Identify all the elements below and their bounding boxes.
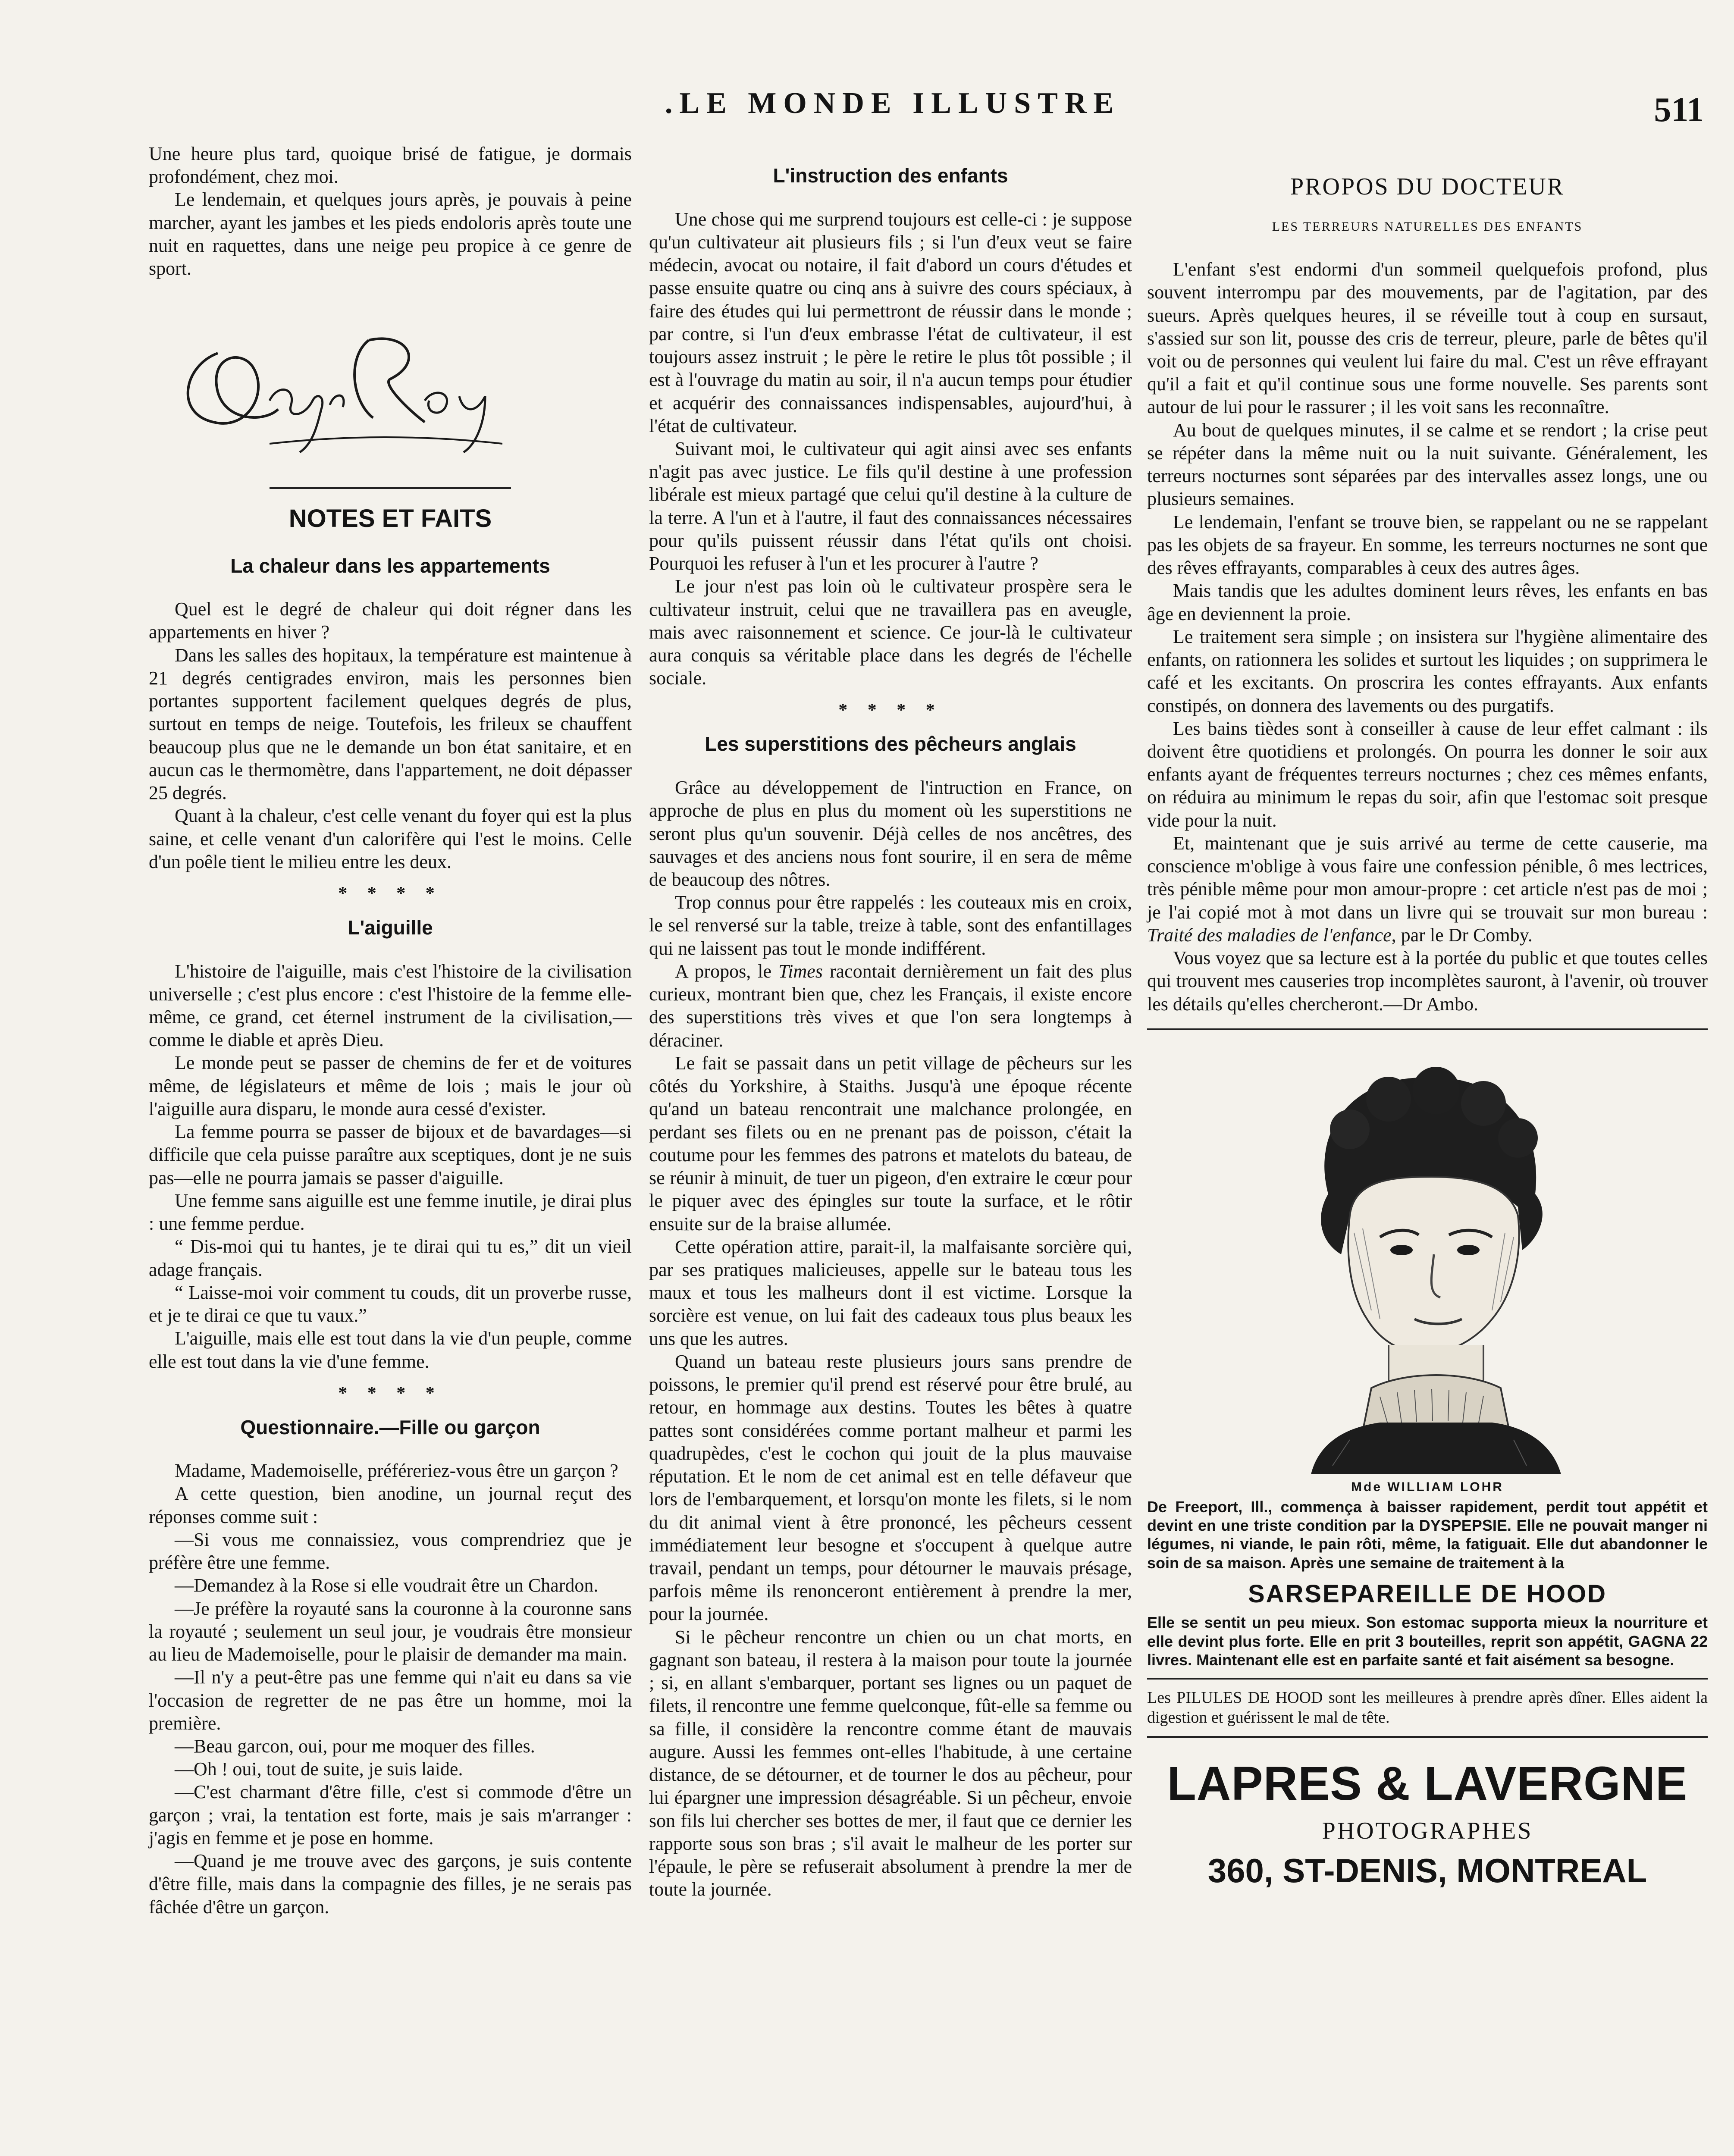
ad-top-rule	[1147, 1028, 1708, 1030]
column-left	[149, 142, 632, 1918]
paragraph: Si le pêcheur rencontre un chien ou un chat morts, en gagnant son bateau, il restera à la maison pour toute la journée ; si, en allant s'embarquer, portant ses lignes ou un paquet de filets, il rencontre une femme quelconque, fût-elle sa femme ou sa fille, il considère la rencontre comme étant de mauvais augure. Aussi les femmes ont-elles l'habitude, à une certaine distance, de se détourner, et de tourner le dos au pêcheur, pour lui épargner une impression désagréable. Si un pêcheur, envoie son fils lui chercher ses bottes de mer, il faut que ce dernier les rapporte sous son bras ; s'il avait le malheur de les porter sur l'épaule, le père se refuserait absolument à prendre la mer de toute la journée.	[649, 1626, 1132, 1900]
paragraph: —Je préfère la royauté sans la couronne à la couronne sans la royauté ; seulement un seul jour, je voudrais être monsieur au lieu de Mademoiselle, pour le plaisir de demander ma main.	[149, 1598, 632, 1665]
paragraph	[649, 960, 1132, 1052]
paragraph: Suivant moi, le cultivateur qui agit ainsi avec ses enfants n'agit pas avec justice. Le fils qu'il destine à une profession libérale est mieux partagé que celui qu'il destine à la culture de la terre. A l'un et à l'autre, il faut des connaissances nécessaires pour qu'ils puissent réussir dans l'état qu'ils ont choisi. Pourquoi les refuser à l'un et les procurer à l'autre ?	[649, 438, 1132, 574]
paragraph: Dans les salles des hopitaux, la température est maintenue à 21 degrés centigrades environ, mais les personnes bien portantes supportent facilement quelques degrés de plus, surtout en temps de neige. Toutefois, les frileux se chauffent beaucoup plus que ne le demande un bon état sanitaire, et en aucun cas le thermomètre, dans l'appartement, ne doit dépasser 25 degrés.	[149, 644, 632, 804]
section-stars: * * * *	[838, 700, 943, 720]
paragraph: —Demandez à la Rose si elle voudrait être un Chardon.	[175, 1575, 599, 1596]
paragraph: Vous voyez que sa lecture est à la portée du public et que toutes celles qui trouvent mes causeries trop incomplètes sauront, à l'avenir, où trouver les détails qu'elles chercheront.—Dr Ambo.	[1147, 947, 1708, 1015]
paragraph: Quant à la chaleur, c'est celle venant du foyer qui est la plus saine, et celle venant d'un calorifère qui l'est le moins. Celle d'un poêle tient le milieu entre les deux.	[149, 805, 632, 872]
section-stars: * * * *	[338, 1383, 442, 1403]
superstitions-heading: Les superstitions des pêcheurs anglais	[705, 733, 1076, 755]
ad-divider	[1147, 1678, 1708, 1680]
page-header	[0, 0, 1734, 155]
ad-text-paragraph: Elle se sentit un peu mieux. Son estomac supporta mieux la nourriture et elle devint plus forte. Elle en prit 3 bouteilles, reprit son appétit, GAGNA 22 livres. Maintenant elle est en parfaite santé et fait aisément sa besogne.	[1147, 1614, 1708, 1669]
paragraph: —Quand je me trouve avec des garçons, je suis contente d'être fille, mais dans la compagnie des filles, je ne serais pas fâchée d'être un garçon.	[149, 1850, 632, 1918]
book-title-italic: Traité des maladies de l'enfance	[1147, 924, 1392, 946]
paragraph: Trop connus pour être rappelés : les couteaux mis en croix, le sel renversé sur la table, treize à table, sont des enfantillages qui ne laissent pas tout le monde indifférent.	[649, 892, 1132, 959]
paragraph: Au bout de quelques minutes, il se calme et se rendort ; la crise peut se répéter dans la même nuit ou la nuit suivante. Généralement, les terreurs nocturnes sont séparées par des intervalles assez longs, une ou plusieurs semaines.	[1147, 419, 1708, 510]
paragraph: —Si vous me connaissiez, vous comprendriez que je préfère être une femme.	[149, 1529, 632, 1573]
ad-pills	[1147, 1688, 1708, 1727]
paragraph: Le traitement sera simple ; on insistera sur l'hygiène alimentaire des enfants, on rationnera les solides et surtout les liquides ; on supprimera le café et les excitants. On proscrira les contes effrayants. Aux enfants constipés, on donnera des lavements ou des purgatifs.	[1147, 626, 1708, 716]
signature-image	[166, 314, 520, 461]
paragraph: —Il n'y a peut-être pas une femme qui n'ait eu dans sa vie l'occasion de regretter de ne pas être un homme, moi la première.	[149, 1667, 632, 1734]
text-run: A propos, le	[675, 960, 779, 982]
page-number: 511	[1654, 91, 1704, 129]
questionnaire-heading: Questionnaire.—Fille ou garçon	[240, 1416, 540, 1438]
photographer-name: LAPRES & LAVERGNE	[1167, 1757, 1688, 1811]
text-run: Et, maintenant que je suis arrivé au terme de cette causerie, ma conscience m'oblige à vous faire une confession pénible, ô mes lectrices, très pénible même pour mon amour-propre : cet article n'est pas de moi ; je l'ai copié mot à mot dans un livre qui se trouvait sur mon bureau :	[1147, 832, 1708, 923]
section-stars: * * * *	[338, 884, 442, 904]
instruction-heading: L'instruction des enfants	[773, 164, 1008, 187]
ad-testimonial-name: Mde WILLIAM LOHR	[1351, 1479, 1504, 1494]
paragraph: —C'est charmant d'être fille, c'est si commode d'être un garçon ; vrai, la tentation est forte, mais je sais m'arranger : j'agis en femme et je pose en homme.	[149, 1781, 632, 1849]
paragraph: Une femme sans aiguille est une femme inutile, je dirai plus : une femme perdue.	[149, 1190, 632, 1235]
paragraph: Mais tandis que les adultes dominent leurs rêves, les enfants en bas âge en deviennent la proie.	[1147, 580, 1708, 624]
text-run: racontait dernièrement un fait des plus curieux, montrant bien que, chez les Français, il existe encore des superstitions très vives et que l'on sera longtemps à déraciner.	[649, 960, 1132, 1051]
paragraph: Grâce au développement de l'intruction en France, on approche de plus en plus du moment où les superstitions ne seront plus qu'un souvenir. Déjà celles de nos ancêtres, des sauvages et des anciens nous font sourire, il en sera de même de beaucoup des nôtres.	[649, 777, 1132, 890]
ad-body	[1147, 1498, 1708, 1669]
paragraph: L'aiguille, mais elle est tout dans la vie d'un peuple, comme elle est tout dans la vie d'une femme.	[149, 1328, 632, 1372]
paragraph: Le monde peut se passer de chemins de fer et de voitures même, de législateurs et même de lois ; mais le jour où l'aiguille aura disparu, le monde aura cessé d'exister.	[149, 1052, 632, 1119]
column-right	[1147, 172, 1708, 1891]
paragraph: L'enfant s'est endormi d'un sommeil quelquefois profond, plus souvent interrompu par des mouvements, par de l'agitation, par des sueurs. Après quelques heures, il se réveille tout à coup en sursaut, s'assied sur son lit, pousse des cris de terreur, pleure, parle de bêtes qu'il voit ou de personnes qui veulent lui faire du mal. C'est un rêve effrayant qu'il a fait et qu'il continue sous une forme nouvelle. Ses parents sont autour de lui pour le rassurer ; il les voit sans les reconnaître.	[1147, 259, 1708, 418]
section-divider	[270, 487, 511, 489]
portrait-illustration	[1147, 1052, 1708, 1474]
column-middle	[649, 164, 1132, 1901]
paragraph: Le fait se passait dans un petit village de pêcheurs sur les côtés du Yorkshire, à Staiths. Jusqu'à une époque récente qu'and un bateau rencontrait une malchance prolongée, en perdant ses filets ou en ne prenant pas de poisson, c'était la coutume pour les femmes des patrons et matelots du bateau, de se réunir à minuit, de tuer un pigeon, d'en extraire le cœur pour le piquer avec des épingles sur toute la surface, et le rôtir ensuite sur de la braise allumée.	[649, 1052, 1132, 1235]
paragraph: Madame, Mademoiselle, préféreriez-vous être un garçon ?	[175, 1460, 618, 1482]
paragraph: La femme pourra se passer de bijoux et de bavardages—si difficile que cela puisse paraître aux sceptiques, dont je ne suis pas—elle ne pourra jamais se passer d'aiguille.	[149, 1121, 632, 1188]
paragraph: Une chose qui me surprend toujours est celle-ci : je suppose qu'un cultivateur ait plusieurs fils ; si l'un d'eux veut se faire médecin, avocat ou notaire, il fait d'abord un cours d'études et passe ensuite quatre ou cinq ans à suivre des cours spéciaux, à faire des études qui lui permettront de réussir dans le monde ; par contre, si l'un d'eux embrasse l'état de cultivateur, il est toujours assez instruit ; le père le retire le plus tôt possible ; il est à l'ouvrage du matin au soir, il n'a aucun temps pour étudier et acquérir des connaissances indispensables, aujourd'hui, à l'état de cultivateur.	[649, 208, 1132, 436]
aiguille-heading: L'aiguille	[348, 916, 433, 939]
paragraph: Cette opération attire, parait-il, la malfaisante sorcière qui, par ses pratiques malicieuses, appelle sur le bateau tous les maux et tous les malheurs dont il est victime. Lorsque la sorcière est venue, on lui fait des cadeaux tous plus beaux les uns que les autres.	[649, 1236, 1132, 1349]
propos-heading: PROPOS DU DOCTEUR	[1290, 173, 1565, 200]
text-run: , par le Dr Comby.	[1391, 924, 1533, 946]
photographer-subtitle: PHOTOGRAPHES	[1322, 1818, 1533, 1845]
ad-brand-name: SARSEPAREILLE DE HOOD	[1248, 1579, 1607, 1608]
paragraph: Les bains tièdes sont à conseiller à cause de leur effet calmant : ils doivent être quotidiens et prolongés. On pourra les donner le soir aux enfants ayant de fréquentes terreurs nocturnes ; chez ces mêmes enfants, on réduira au minimum le repas du soir, afin que l'estomac soit presque vide pour la nuit.	[1147, 718, 1708, 831]
paragraph: L'histoire de l'aiguille, mais c'est l'histoire de la civilisation universelle ; c'est plus encore : c'est l'histoire de la femme elle-même, ce grand, cet éternel instrument de la civilisation,—comme le diable et après Dieu.	[149, 960, 632, 1051]
paragraph: “ Dis-moi qui tu hantes, je te dirai qui tu es,” dit un vieil adage français.	[149, 1236, 632, 1280]
paragraph: A cette question, bien anodine, un journal reçut des réponses comme suit :	[149, 1483, 632, 1527]
paragraph: “ Laisse-moi voir comment tu couds, dit un proverbe russe, et je te dirai ce que tu vaux.”	[149, 1282, 632, 1326]
notes-et-faits-heading: NOTES ET FAITS	[288, 505, 492, 533]
chaleur-heading: La chaleur dans les appartements	[230, 554, 550, 577]
masthead-title: .LE MONDE ILLUSTRE	[665, 87, 1121, 120]
ad-pills-text: Les PILULES DE HOOD sont les meilleures à prendre après dîner. Elles aident la digestion et guérissent le mal de tête.	[1147, 1688, 1708, 1727]
paragraph	[1147, 832, 1708, 946]
paragraph: —Beau garcon, oui, pour me moquer des filles.	[175, 1736, 535, 1757]
paragraph: —Oh ! oui, tout de suite, je suis laide.	[175, 1758, 463, 1780]
propos-subheading: LES TERREURS NATURELLES DES ENFANTS	[1272, 219, 1583, 234]
paragraph: Quand un bateau reste plusieurs jours sans prendre de poissons, le premier qu'il prend est réservé pour être brulé, au retour, en hommage aux destins. Toutes les bêtes à quatre pattes sont considérées comme portant malheur et parmi les quadrupèdes, c'est le cochon qui jouit de la plus mauvaise réputation. Et le nom de cet animal est en telle défaveur que lors de l'embarquement, et lorsqu'on monte les filets, si le nom du dit animal vient à être prononcé, les pêcheurs cessent immédiatement leur besogne et s'occupent à quelque autre travail, pendant un temps, pour détourner le mauvais présage, parfois même ils renonceront entièrement à prendre la mer, pour la journée.	[649, 1351, 1132, 1625]
paragraph: Le jour n'est pas loin où le cultivateur prospère sera le cultivateur instruit, celui que ne travaillera pas en aveugle, mais avec raisonnement et science. Ce jour-là le cultivateur aura conquis sa véritable place dans les degrés de l'échelle sociale.	[649, 576, 1132, 689]
paragraph: Le lendemain, et quelques jours après, je pouvais à peine marcher, ayant les jambes et les pieds endoloris après toute une nuit en raquettes, dans une neige peu propice à ce genre de sport.	[149, 189, 632, 279]
paragraph: Quel est le degré de chaleur qui doit régner dans les appartements en hiver ?	[149, 599, 632, 643]
portrait-image	[1147, 1052, 1708, 1474]
paragraph: Une heure plus tard, quoique brisé de fatigue, je dormais profondément, chez moi.	[149, 143, 632, 188]
photographer-address: 360, ST-DENIS, MONTREAL	[1207, 1852, 1647, 1890]
ad-divider	[1147, 1736, 1708, 1738]
times-italic: Times	[778, 960, 823, 982]
paragraph: Le lendemain, l'enfant se trouve bien, se rappelant ou ne se rappelant pas les objets de sa frayeur. En somme, les terreurs nocturnes ne sont que des rêves effrayants, comparables à ceux des autres âges.	[1147, 511, 1708, 579]
ad-text-paragraph: De Freeport, Ill., commença à baisser rapidement, perdit tout appétit et devint en une triste condition par la DYSPEPSIE. Elle ne pouvait manger ni légumes, ni viande, le pain rôti, même, la fatiguait. Elle dut abandonner le soin de sa maison. Après une semaine de traitement à la	[1147, 1498, 1708, 1572]
